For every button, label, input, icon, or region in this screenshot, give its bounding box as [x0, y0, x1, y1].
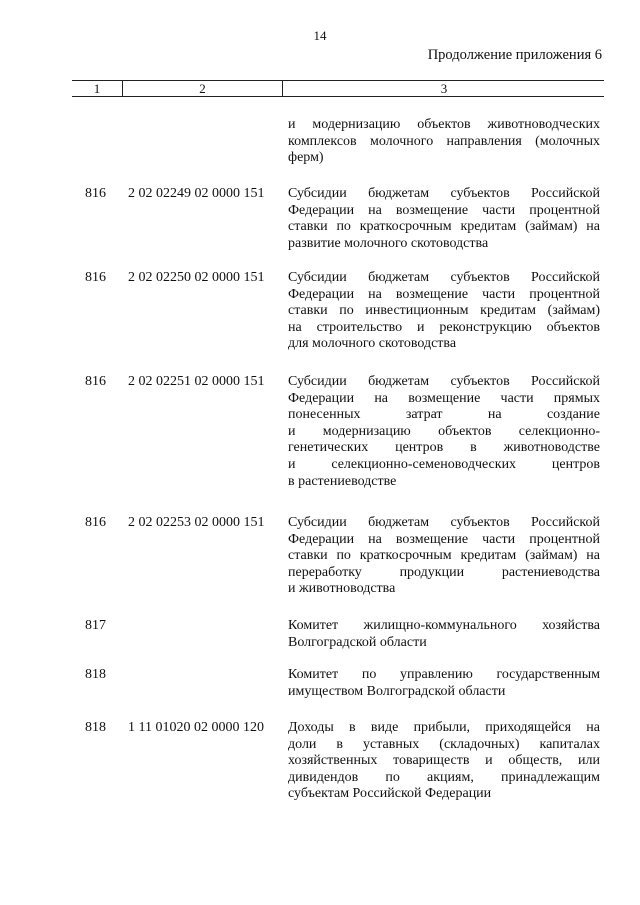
- classification-code-cell: 2 02 02250 02 0000 151: [128, 270, 265, 285]
- admin-code-cell: 816: [85, 515, 106, 530]
- description-cell: [288, 186, 600, 252]
- description-line: ставки по краткосрочным кредитам (займам) на: [288, 548, 600, 564]
- description-line: для молочного скотоводства: [288, 336, 457, 352]
- description-line: доли в уставных (складочных) капиталах: [288, 736, 600, 752]
- classification-code-cell: 1 11 01020 02 0000 120: [128, 720, 264, 735]
- table-column-header: [72, 80, 604, 97]
- description-cell: [288, 270, 600, 353]
- description-line: Субсидии бюджетам субъектов Российской: [288, 374, 600, 389]
- description-cell: [288, 618, 600, 651]
- description-line: генетических центров в животноводстве: [288, 440, 600, 456]
- description-line: Доходы в виде прибыли, приходящейся на: [288, 720, 600, 735]
- description-line: Субсидии бюджетам субъектов Российской: [288, 515, 600, 530]
- description-line: Федерации на возмещение части процентной: [288, 202, 600, 218]
- continuation-label: Продолжение приложения 6: [427, 47, 602, 63]
- description-line: Федерации на возмещение части процентной: [288, 531, 600, 547]
- description-line: на строительство и реконструкцию объектов: [288, 319, 600, 335]
- description-line: ферм): [288, 150, 324, 166]
- description-line: и селекционно-семеноводческих центров: [288, 456, 600, 472]
- admin-code-cell: 816: [85, 270, 106, 285]
- description-line: ставки по инвестиционным кредитам (займам): [288, 303, 600, 319]
- column-header-2: 2: [122, 81, 282, 96]
- column-header-1: 1: [93, 81, 101, 96]
- description-line: Субсидии бюджетам субъектов Российской: [288, 186, 600, 201]
- description-line: Комитет по управлению государственным: [288, 667, 600, 682]
- classification-code-cell: 2 02 02253 02 0000 151: [128, 515, 265, 530]
- description-line: хозяйственных товариществ и обществ, или: [288, 753, 600, 769]
- description-line: Федерации на возмещение части прямых: [288, 390, 600, 406]
- description-line: и модернизацию объектов селекционно-: [288, 423, 600, 439]
- description-line: Волгоградской области: [288, 634, 427, 650]
- description-line: понесенных затрат на создание: [288, 407, 600, 423]
- description-cell: [288, 720, 600, 803]
- description-line: переработку продукции растениеводства: [288, 564, 600, 580]
- description-line: субъектам Российской Федерации: [288, 786, 492, 802]
- description-line: Субсидии бюджетам субъектов Российской: [288, 270, 600, 285]
- description-line: и животноводства: [288, 581, 396, 597]
- description-cell: [288, 515, 600, 598]
- description-line: комплексов молочного направления (молочных: [288, 133, 600, 149]
- description-line: дивидендов по акциям, принадлежащим: [288, 769, 600, 785]
- description-cell: [288, 117, 600, 167]
- classification-code-cell: 2 02 02249 02 0000 151: [128, 186, 265, 201]
- admin-code-cell: 818: [85, 667, 106, 682]
- admin-code-cell: 817: [85, 618, 106, 633]
- description-line: Комитет жилищно-коммунального хозяйства: [288, 618, 600, 633]
- description-cell: [288, 667, 600, 700]
- column-header-3: 3: [282, 81, 605, 96]
- admin-code-cell: 816: [85, 374, 106, 389]
- description-line: ставки по краткосрочным кредитам (займам) на: [288, 219, 600, 235]
- description-cell: [288, 374, 600, 490]
- classification-code-cell: 2 02 02251 02 0000 151: [128, 374, 265, 389]
- description-line: и модернизацию объектов животноводческих: [288, 117, 600, 132]
- description-line: Федерации на возмещение части процентной: [288, 286, 600, 302]
- description-line: имуществом Волгоградской области: [288, 683, 506, 699]
- admin-code-cell: 816: [85, 186, 106, 201]
- description-line: развитие молочного скотоводства: [288, 235, 489, 251]
- admin-code-cell: 818: [85, 720, 106, 735]
- description-line: в растениеводстве: [288, 473, 397, 489]
- page-number: 14: [313, 28, 327, 43]
